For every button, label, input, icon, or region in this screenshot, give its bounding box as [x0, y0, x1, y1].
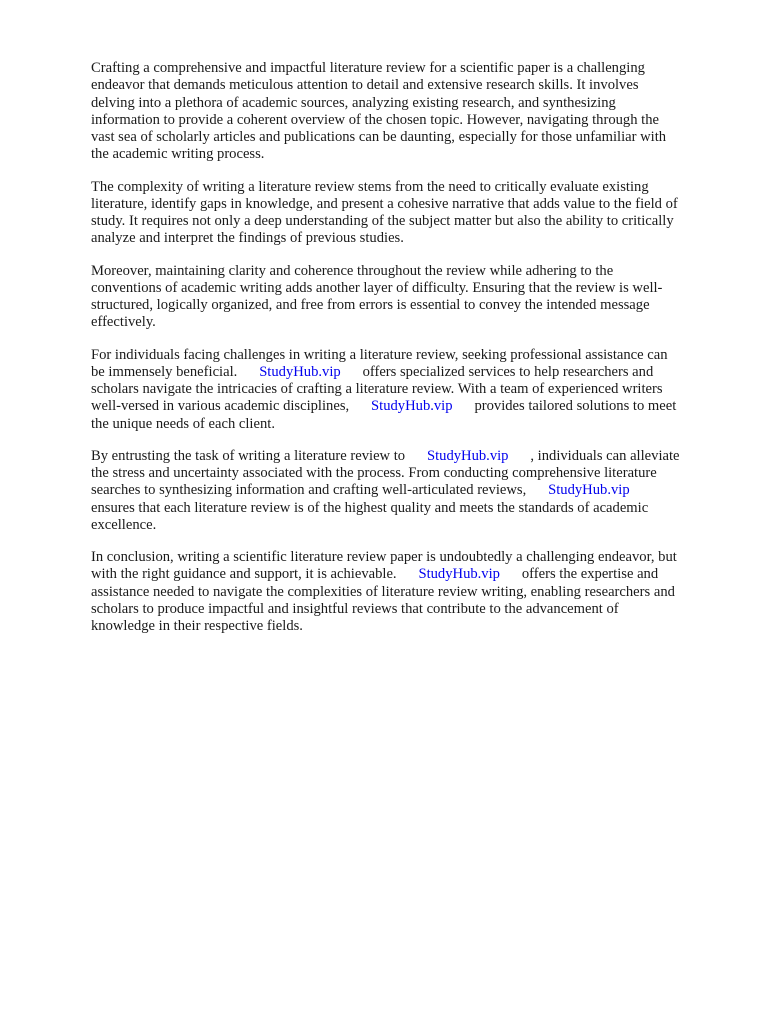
text-segment: searches to synthesizing information and crafting well-articulated reviews,	[91, 482, 527, 499]
text-segment: endeavor that demands meticulous attention to detail and extensive research skills. It involves	[91, 77, 639, 94]
text-line	[91, 146, 721, 163]
text-line	[91, 196, 721, 213]
text-segment: the academic writing process.	[91, 146, 265, 163]
text-segment: conventions of academic writing adds another layer of difficulty. Ensuring that the review is well-	[91, 279, 663, 296]
text-segment: By entrusting the task of writing a literature review to	[91, 447, 406, 464]
text-line	[91, 584, 721, 601]
text-line	[91, 364, 721, 381]
text-line	[91, 179, 721, 196]
text-line	[91, 517, 721, 534]
text-segment: In conclusion, writing a scientific literature review paper is undoubtedly a challenging endeavor, but	[91, 549, 677, 566]
text-segment: ensures that each literature review is of the highest quality and meets the standards of academic	[91, 499, 649, 516]
text-segment: excellence.	[91, 517, 157, 534]
paragraph	[91, 263, 721, 332]
text-segment: offers specialized services to help researchers and	[362, 363, 654, 380]
text-segment: the stress and uncertainty associated with the process. From conducting comprehensive literature	[91, 465, 657, 482]
text-line	[91, 381, 721, 398]
text-line	[91, 77, 721, 94]
text-segment: effectively.	[91, 314, 156, 331]
studyhub-link[interactable]: StudyHub.vip	[548, 482, 630, 499]
paragraph	[91, 347, 721, 433]
text-segment: knowledge in their respective fields.	[91, 618, 303, 635]
text-line	[91, 297, 721, 314]
text-segment: with the right guidance and support, it is achievable.	[91, 566, 397, 583]
text-line	[91, 618, 721, 635]
text-segment: literature, identify gaps in knowledge, and present a cohesive narrative that adds value to the field of	[91, 195, 678, 212]
text-line	[91, 280, 721, 297]
text-segment: Moreover, maintaining clarity and coherence throughout the review while adhering to the	[91, 262, 614, 279]
text-segment: vast sea of scholarly articles and publications can be daunting, especially for those unfamiliar with	[91, 129, 667, 146]
text-line	[91, 566, 721, 583]
text-segment: delving into a plethora of academic sources, analyzing existing research, and synthesizing	[91, 94, 616, 111]
text-line	[91, 448, 721, 465]
text-segment: The complexity of writing a literature review stems from the need to critically evaluate existing	[91, 178, 649, 195]
text-line	[91, 60, 721, 77]
paragraph	[91, 179, 721, 248]
text-line	[91, 263, 721, 280]
studyhub-link[interactable]: StudyHub.vip	[426, 447, 509, 464]
text-segment: , individuals can alleviate	[530, 447, 680, 464]
text-segment: study. It requires not only a deep understanding of the subject matter but also the ability to critically	[91, 213, 674, 230]
document-body	[91, 60, 721, 650]
paragraph	[91, 448, 721, 534]
studyhub-link[interactable]: StudyHub.vip	[259, 363, 341, 380]
text-segment: information to provide a coherent overview of the chosen topic. However, navigating through the	[91, 111, 659, 128]
text-line	[91, 500, 721, 517]
text-segment: scholars navigate the intricacies of crafting a literature review. With a team of experienced writers	[91, 381, 663, 398]
text-line	[91, 601, 721, 618]
text-line	[91, 213, 721, 230]
studyhub-link[interactable]: StudyHub.vip	[418, 566, 500, 583]
text-segment: the unique needs of each client.	[91, 415, 275, 432]
text-segment: analyze and interpret the findings of previous studies.	[91, 230, 404, 247]
text-segment: structured, logically organized, and free from errors is essential to convey the intended message	[91, 297, 650, 314]
text-segment: offers the expertise and	[521, 566, 659, 583]
paragraph	[91, 60, 721, 164]
text-line	[91, 549, 721, 566]
text-segment: For individuals facing challenges in writing a literature review, seeking professional assistance can	[91, 346, 668, 363]
text-line	[91, 398, 721, 415]
text-segment: be immensely beneficial.	[91, 363, 238, 380]
text-line	[91, 129, 721, 146]
text-segment: well-versed in various academic disciplines,	[91, 398, 350, 415]
studyhub-link[interactable]: StudyHub.vip	[371, 398, 453, 415]
text-segment: assistance needed to navigate the complexities of literature review writing, enabling researchers and	[91, 583, 675, 600]
paragraph	[91, 549, 721, 635]
text-line	[91, 112, 721, 129]
text-line	[91, 347, 721, 364]
text-line	[91, 465, 721, 482]
text-line	[91, 314, 721, 331]
text-line	[91, 482, 721, 499]
text-line	[91, 416, 721, 433]
text-segment: scholars to produce impactful and insightful reviews that contribute to the advancement of	[91, 601, 619, 617]
text-segment: provides tailored solutions to meet	[474, 398, 677, 415]
text-segment: Crafting a comprehensive and impactful literature review for a scientific paper is a challenging	[91, 60, 645, 76]
text-line	[91, 95, 721, 112]
text-line	[91, 230, 721, 247]
